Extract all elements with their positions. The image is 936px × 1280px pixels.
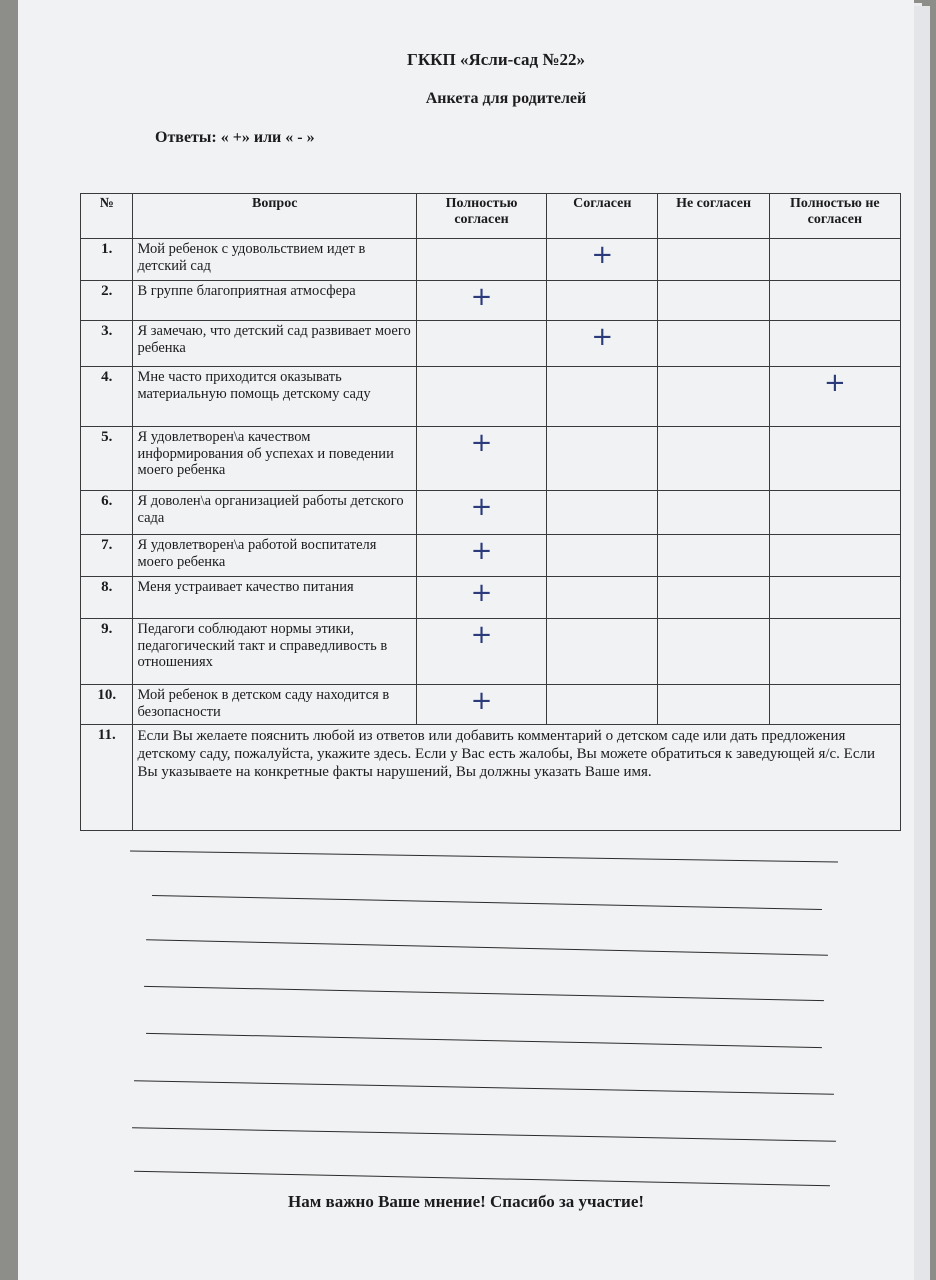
question-number: 2.	[81, 281, 133, 321]
answer-cell-agree[interactable]: +	[547, 239, 658, 281]
answer-cell-fully-disagree[interactable]	[769, 619, 900, 685]
answer-cell-fully-disagree[interactable]	[769, 427, 900, 491]
question-number: 11.	[81, 725, 133, 831]
answer-cell-fully-agree[interactable]: +	[416, 281, 546, 321]
answer-cell-agree[interactable]	[547, 685, 658, 725]
survey-sheet	[18, 0, 914, 1280]
answer-cell-fully-disagree[interactable]	[769, 281, 900, 321]
footer-thanks: Нам важно Ваше мнение! Спасибо за участие!	[287, 1192, 645, 1211]
question-text: Мой ребенок с удовольствием идет в детский сад	[133, 239, 416, 281]
survey-table	[80, 193, 901, 831]
column-header-question: Вопрос	[133, 194, 416, 239]
answer-cell-agree[interactable]	[547, 619, 658, 685]
answer-cell-fully-agree[interactable]: +	[416, 685, 546, 725]
answer-cell-agree[interactable]: +	[547, 321, 658, 367]
answer-cell-fully-agree[interactable]: +	[416, 535, 546, 577]
column-header-agree: Согласен	[547, 194, 658, 239]
table-row	[81, 281, 901, 321]
answer-cell-disagree[interactable]	[658, 685, 769, 725]
answer-cell-fully-disagree[interactable]	[769, 239, 900, 281]
answer-cell-agree[interactable]	[547, 427, 658, 491]
document-title: ГККП «Ясли-сад №22»	[407, 50, 585, 69]
table-row	[81, 685, 901, 725]
answer-cell-disagree[interactable]	[658, 367, 769, 427]
column-header-fully-disagree: Полностью не согласен	[769, 194, 900, 239]
answer-cell-fully-disagree[interactable]	[769, 685, 900, 725]
answer-line[interactable]	[146, 1033, 822, 1048]
question-text: Мне часто приходится оказывать материальную помощь детскому саду	[133, 367, 416, 427]
answer-cell-agree[interactable]	[547, 491, 658, 535]
question-number: 10.	[81, 685, 133, 725]
answer-cell-disagree[interactable]	[658, 321, 769, 367]
answer-cell-fully-disagree[interactable]	[769, 535, 900, 577]
answer-cell-agree[interactable]	[547, 577, 658, 619]
table-row	[81, 427, 901, 491]
question-number: 3.	[81, 321, 133, 367]
answers-hint: Ответы: « +» или « - »	[155, 129, 315, 146]
comment-instructions: Если Вы желаете пояснить любой из ответов или добавить комментарий о детском саде или дать предложения детскому саду, пожалуйста, укажите здесь. Если у Вас есть жалобы, Вы можете обратиться к заведующей я/с. Если Вы указываете на конкретные факты нарушений, Вы должны указать Ваше имя.	[133, 725, 901, 831]
answer-line[interactable]	[146, 939, 828, 955]
question-text: Я замечаю, что детский сад развивает моего ребенка	[133, 321, 416, 367]
answer-cell-disagree[interactable]	[658, 619, 769, 685]
answer-cell-agree[interactable]	[547, 535, 658, 577]
question-number: 1.	[81, 239, 133, 281]
column-header-fully-agree: Полностью согласен	[416, 194, 546, 239]
answer-cell-agree[interactable]	[547, 367, 658, 427]
table-header-row	[81, 194, 901, 239]
table-row	[81, 367, 901, 427]
answer-line[interactable]	[130, 850, 838, 862]
table-row	[81, 239, 901, 281]
answer-cell-fully-agree[interactable]: +	[416, 577, 546, 619]
answer-cell-disagree[interactable]	[658, 535, 769, 577]
question-number: 8.	[81, 577, 133, 619]
table-row	[81, 619, 901, 685]
answer-line[interactable]	[144, 986, 824, 1001]
answer-cell-agree[interactable]	[547, 281, 658, 321]
question-number: 6.	[81, 491, 133, 535]
comment-row	[81, 725, 901, 831]
question-text: Я доволен\а организацией работы детского сада	[133, 491, 416, 535]
question-text: Я удовлетворен\а работой воспитателя моего ребенка	[133, 535, 416, 577]
answer-cell-fully-agree[interactable]: +	[416, 619, 546, 685]
table-row	[81, 491, 901, 535]
answer-cell-disagree[interactable]	[658, 239, 769, 281]
answer-cell-fully-disagree[interactable]: +	[769, 367, 900, 427]
answer-line[interactable]	[134, 1171, 830, 1187]
answer-line[interactable]	[152, 895, 822, 910]
table-row	[81, 577, 901, 619]
answer-cell-disagree[interactable]	[658, 491, 769, 535]
question-number: 4.	[81, 367, 133, 427]
answer-cell-disagree[interactable]	[658, 427, 769, 491]
answer-cell-fully-agree[interactable]	[416, 239, 546, 281]
document-subtitle: Анкета для родителей	[425, 90, 587, 107]
question-text: Педагоги соблюдают нормы этики, педагогический такт и справедливость в отношениях	[133, 619, 416, 685]
answer-line[interactable]	[134, 1080, 834, 1094]
answer-cell-fully-agree[interactable]	[416, 321, 546, 367]
answer-cell-disagree[interactable]	[658, 281, 769, 321]
question-number: 9.	[81, 619, 133, 685]
question-text: Я удовлетворен\а качеством информирования об успехах и поведении моего ребенка	[133, 427, 416, 491]
answer-cell-fully-agree[interactable]: +	[416, 427, 546, 491]
question-text: Мой ребенок в детском саду находится в безопасности	[133, 685, 416, 725]
answer-cell-fully-agree[interactable]	[416, 367, 546, 427]
column-header-disagree: Не согласен	[658, 194, 769, 239]
question-number: 7.	[81, 535, 133, 577]
answer-line[interactable]	[132, 1127, 836, 1142]
answer-cell-fully-agree[interactable]: +	[416, 491, 546, 535]
question-text: Меня устраивает качество питания	[133, 577, 416, 619]
answer-cell-fully-disagree[interactable]	[769, 577, 900, 619]
table-row	[81, 321, 901, 367]
question-text: В группе благоприятная атмосфера	[133, 281, 416, 321]
answer-cell-fully-disagree[interactable]	[769, 491, 900, 535]
answer-cell-disagree[interactable]	[658, 577, 769, 619]
answer-cell-fully-disagree[interactable]	[769, 321, 900, 367]
question-number: 5.	[81, 427, 133, 491]
table-row	[81, 535, 901, 577]
column-header-number: №	[81, 194, 133, 239]
